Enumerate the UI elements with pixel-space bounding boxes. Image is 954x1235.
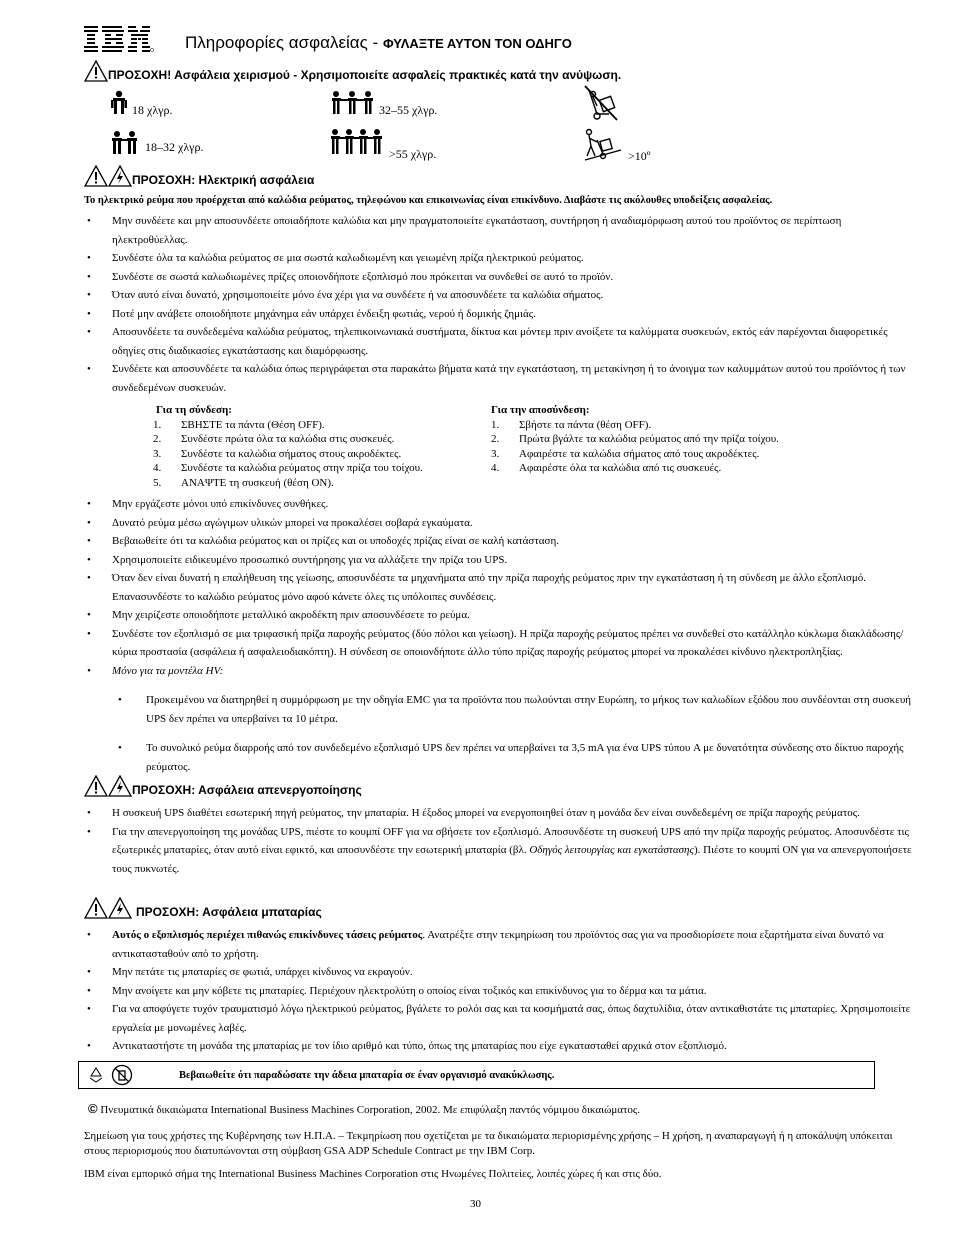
connect-steps: Για τη σύνδεση: 1. ΣΒΗΣΤΕ τα πάντα (Θέση OFF). 2. Συνδέστε πρώτα όλα τα καλώδια στις συσκευές. 3. Συνδέστε τα καλώδια σήματος στους ακροδέκτες. 4. Συνδέστε τα καλώδια ρεύματος στην πρίζα του τοίχου. 5. ΑΝΑΨΤΕ τη συσκευή (θέση ON). — [153, 403, 483, 490]
list-item: • Μην συνδέετε και μην αποσυνδέετε οποιαδήποτε καλώδια και μην πραγματοποιείτε εγκατάσταση, συντήρηση ή αναδιαμόρφωση αυτού του προϊόντος σε περίπτωση ηλεκτροθύελλας. — [84, 212, 914, 249]
person-3-icon — [330, 90, 374, 116]
list-item: • Η συσκευή UPS διαθέτει εσωτερική πηγή ρεύματος, την μπαταρία. Η έξοδος μπορεί να ενεργοποιηθεί όταν η μονάδα δεν είναι συνδεδεμένη σε πρίζα παροχής ρεύματος. — [84, 804, 914, 823]
electrical-intro: Το ηλεκτρικό ρεύμα που προέρχεται από καλώδια ρεύματος, τηλεφώνου και επικοινωνίας είναι επικίνδυνο. Διαβάστε τις ακόλουθες υποδείξεις ασφαλείας. — [84, 195, 773, 206]
weight-18-32: 18–32 χλγρ. — [145, 140, 204, 154]
list-item: • Μην ανοίγετε και μην κόβετε τις μπαταρίες. Περιέχουν ηλεκτρολύτη ο οποίος είναι τοξικός και επικίνδυνος για το δέρμα και τα μάτια. — [84, 982, 914, 1001]
list-item: • Μην εργάζεστε μόνοι υπό επικίνδυνες συνθήκες. — [84, 495, 914, 514]
disconnect-steps: Για την αποσύνδεση: 1. Σβήστε τα πάντα (θέση OFF). 2. Πρώτα βγάλτε τα καλώδια ρεύματος από την πρίζα τοίχου. 3. Αφαιρέστε τα καλώδια σήματος από τους ακροδέκτες. 4. Αφαιρέστε όλα τα καλώδια από τις συσκευές. — [491, 403, 841, 476]
title-caps: ΦΥΛΑΞΤΕ ΑΥΤΟΝ ΤΟΝ ΟΔΗΓΟ — [382, 36, 572, 51]
list-item: • Όταν δεν είναι δυνατή η επαλήθευση της γείωσης, αποσυνδέστε τα μηχανήματα από την πρίζα παροχής ρεύματος πριν την εγκατάσταση ή τη σύνδεση με άλλο εξοπλισμό. Επανασυνδέστε το καλώδιο ρεύματος μόνο αφού κάνετε όλες τις υπόλοιπες συνδέσεις. — [84, 569, 914, 606]
list-item: • Συνδέστε σε σωστά καλωδιωμένες πρίζες οποιονδήποτε εξοπλισμό που πρόκειται να συνδεθεί σε αυτό το προϊόν. — [84, 268, 914, 287]
battery-heading: ΠΡΟΣΟΧΗ: Ασφάλεια μπαταρίας — [84, 897, 322, 919]
recycle-icon — [87, 1066, 105, 1084]
recycle-text: Βεβαιωθείτε ότι παραδώσατε την άδεια μπαταρία σε έναν οργανισμό ανακύκλωσης. — [179, 1070, 555, 1081]
no-hand-truck-icon — [583, 84, 619, 122]
list-item: • Βεβαιωθείτε ότι τα καλώδια ρεύματος και οι πρίζες και οι υποδοχές πρίζας είναι σε καλή κατάσταση. — [84, 532, 914, 551]
footer — [84, 1101, 914, 1182]
person-4-icon — [330, 128, 384, 158]
warning-icon — [84, 897, 108, 919]
list-item: • Μην χειρίζεστε οποιοδήποτε μεταλλικό ακροδέκτη πριν αποσυνδέσετε το ρεύμα. — [84, 606, 914, 625]
hv-item: • Προκειμένου να διατηρηθεί η συμμόρφωση με την οδηγία EMC για τα προϊόντα που πωλούνται στην Ευρώπη, το μήκος των καλωδίων εξόδου που συνδέονται στη συσκευή UPS δεν πρέπει να υπερβαίνει τα 10 μέτρα. — [84, 691, 914, 728]
page-number: 30 — [470, 1198, 481, 1210]
copyright: © Πνευματικά δικαιώματα International Business Machines Corporation, 2002. Με επιφύλαξη παντός νόμιμου δικαιώματος. — [88, 1101, 641, 1116]
list-item: • Δυνατό ρεύμα μέσω αγώγιμων υλικών μπορεί να προκαλέσει σοβαρά εγκαύματα. — [84, 514, 914, 533]
page-title — [185, 33, 572, 53]
person-1-icon — [110, 90, 128, 116]
list-item: • Αποσυνδέετε τα συνδεδεμένα καλώδια ρεύματος, τηλεπικοινωνιακά συστήματα, δίκτυα και μόντεμ πριν ανοίξετε τα καλύμματα συσκευών, εκτός εάν παρέχονται διαφορετικές οδηγίες στις διαδικασίες εγκατάστασης και διαμόρφωσης. — [84, 323, 914, 360]
warning-icon — [84, 775, 108, 797]
list-item: • Μην πετάτε τις μπαταρίες σε φωτιά, υπάρχει κίνδυνος να εκραγούν. — [84, 963, 914, 982]
electrical-heading: ΠΡΟΣΟΧΗ: Ηλεκτρική ασφάλεια — [84, 165, 314, 187]
list-item: • Αντικαταστήστε τη μονάδα της μπαταρίας με τον ίδιο αριθμό και τύπο, όπως της μπαταρίας που είχε εγκατασταθεί αρχικά στον εξοπλισμό. — [84, 1037, 914, 1056]
step: Σβήστε τα πάντα (θέση OFF). — [519, 418, 652, 431]
warning-icon — [84, 60, 108, 82]
list-item: • Όταν αυτό είναι δυνατό, χρησιμοποιείτε μόνο ένα χέρι για να συνδέετε ή να αποσυνδέετε τα καλώδια σήματος. — [84, 286, 914, 305]
weight-18: 18 χλγρ. — [132, 103, 173, 117]
electrical-list-b — [84, 495, 914, 776]
slope-angle: >10º — [628, 149, 651, 163]
weight-over-55: >55 χλγρ. — [389, 147, 437, 161]
step: ΣΒΗΣΤΕ τα πάντα (Θέση OFF). — [181, 418, 325, 431]
list-item: • Χρησιμοποιείτε ειδικευμένο προσωπικό συντήρησης για να αλλάξετε την πρίζα του UPS. — [84, 551, 914, 570]
connect-title: Για τη σύνδεση: — [156, 404, 232, 416]
deenergize-list — [84, 804, 914, 878]
electric-shock-icon — [108, 165, 132, 187]
ibm-logo — [84, 26, 154, 52]
list-item: • Συνδέστε όλα τα καλώδια ρεύματος σε μια σωστά καλωδιωμένη και γειωμένη πρίζα ηλεκτρικού ρεύματος. — [84, 249, 914, 268]
hv-item: • Το συνολικό ρεύμα διαρροής από τον συνδεδεμένο εξοπλισμό UPS δεν πρέπει να υπερβαίνει τα 3,5 mA για ένα UPS τύπου A με δυνατότητα σύνδεσης στο δίκτυο παροχής ρεύματος. — [84, 739, 914, 776]
list-item: • Ποτέ μην ανάβετε οποιοδήποτε μηχάνημα εάν υπάρχει ένδειξη φωτιάς, νερού ή δομικής ζημιάς. — [84, 305, 914, 324]
deenergize-heading: ΠΡΟΣΟΧΗ: Ασφάλεια απενεργοποίησης — [84, 775, 362, 797]
list-item: • Αυτός ο εξοπλισμός περιέχει πιθανώς επικίνδυνες τάσεις ρεύματος. Ανατρέξτε στην τεκμηρίωση του προϊόντος σας για να προσδιορίσετε ποια εξαρτήματα είναι δυνατό να αντικατασταθούν από το χρήστη. — [84, 926, 914, 963]
list-item: • Για την απενεργοποίηση της μονάδας UPS, πιέστε το κουμπί OFF για να σβήσετε τον εξοπλισμό. Αποσυνδέστε τη συσκευή UPS από την πρίζα παροχής ρεύματος. Αποσυνδέστε τις εξωτερικές μπαταρίες, όταν αυτό είναι εφικτό, και αποσυνδέστε την εσωτερική μπαταρία (βλ. Οδηγός λειτουργίας και εγκατάστασης). Πιέστε το κουμπί ON για να απενεργοποιήσετε τους πυκνωτές. — [84, 823, 914, 879]
disconnect-title: Για την αποσύνδεση: — [491, 404, 590, 416]
step: Αφαιρέστε όλα τα καλώδια από τις συσκευές. — [519, 462, 722, 474]
electric-shock-icon — [108, 775, 132, 797]
government-note: Σημείωση για τους χρήστες της Κυβέρνησης των Η.Π.Α. – Τεκμηρίωση που σχετίζεται με τα δικαιώματα περιορισμένης χρήσης – Η χρήση, η αναπαραγωγή ή η αποκάλυψη υπόκειται στους περιορισμούς που διατυπώνονται στη σύμβαση GSA ADP Schedule Contract με την IBM Corp. — [84, 1130, 893, 1157]
list-item: • Συνδέετε και αποσυνδέετε τα καλώδια όπως περιγράφεται στα παρακάτω βήματα κατά την εγκατάσταση, τη μετακίνηση ή το άνοιγμα των καλυμμάτων αυτού του προϊόντος ή των συνδεδεμένων συσκευών. — [84, 360, 914, 397]
weight-32-55: 32–55 χλγρ. — [379, 103, 438, 117]
battery-list — [84, 926, 914, 1056]
warning-icon — [84, 165, 108, 187]
person-2-icon — [110, 130, 140, 156]
list-item: • Συνδέστε τον εξοπλισμό σε μια τριφασική πρίζα παροχής ρεύματος (δύο πόλοι και γείωση). Η πρίζα παροχής ρεύματος πρέπει να συνδεθεί στο κατάλληλο κύκλωμα διακλάδωσης/κύρια προστασία (ασφάλεια ή ασφαλειοδιακόπτη). Η σύνδεση σε οποιονδήποτε άλλο τύπο πρίζας παροχής ρεύματος μπορεί να προκαλέσει κίνδυνο ηλεκτροπληξίας. — [84, 625, 914, 662]
step: ΑΝΑΨΤΕ τη συσκευή (θέση ON). — [181, 476, 334, 489]
step: Συνδέστε τα καλώδια ρεύματος στην πρίζα του τοίχου. — [181, 462, 423, 474]
list-item: • Για να αποφύγετε τυχόν τραυματισμό λόγω ηλεκτρικού ρεύματος, βγάλετε το ρολόι σας και τα κοσμήματά σας, όπως δαχτυλίδια, όταν αντικαθιστάτε τις μπαταρίες. Χρησιμοποιείτε εργαλεία με μονωμένες λαβές. — [84, 1000, 914, 1037]
handling-heading: ΠΡΟΣΟΧΗ! Ασφάλεια χειρισμού - Χρησιμοποιείτε ασφαλείς πρακτικές κατά την ανύψωση. — [84, 60, 621, 82]
step: Συνδέστε τα καλώδια σήματος στους ακροδέκτες. — [181, 447, 402, 460]
step: Συνδέστε πρώτα όλα τα καλώδια στις συσκευές. — [181, 433, 395, 445]
no-trash-icon — [111, 1064, 133, 1086]
trademark: IBM είναι εμπορικό σήμα της International Business Machines Corporation στις Ηνωμένες Πολιτείες, λοιπές χώρες ή και στις δύο. — [84, 1168, 662, 1180]
step: Πρώτα βγάλτε τα καλώδια ρεύματος από την πρίζα τοίχου. — [519, 433, 779, 445]
electric-shock-icon — [108, 897, 132, 919]
hv-label: • Μόνο για τα μοντέλα HV: — [84, 662, 914, 681]
electrical-list-a — [84, 212, 914, 397]
hand-truck-slope-icon — [583, 128, 623, 162]
recycle-box — [78, 1061, 875, 1089]
step: Αφαιρέστε τα καλώδια σήματος από τους ακροδέκτες. — [519, 447, 760, 460]
title-main: Πληροφορίες ασφαλείας - — [185, 33, 383, 52]
